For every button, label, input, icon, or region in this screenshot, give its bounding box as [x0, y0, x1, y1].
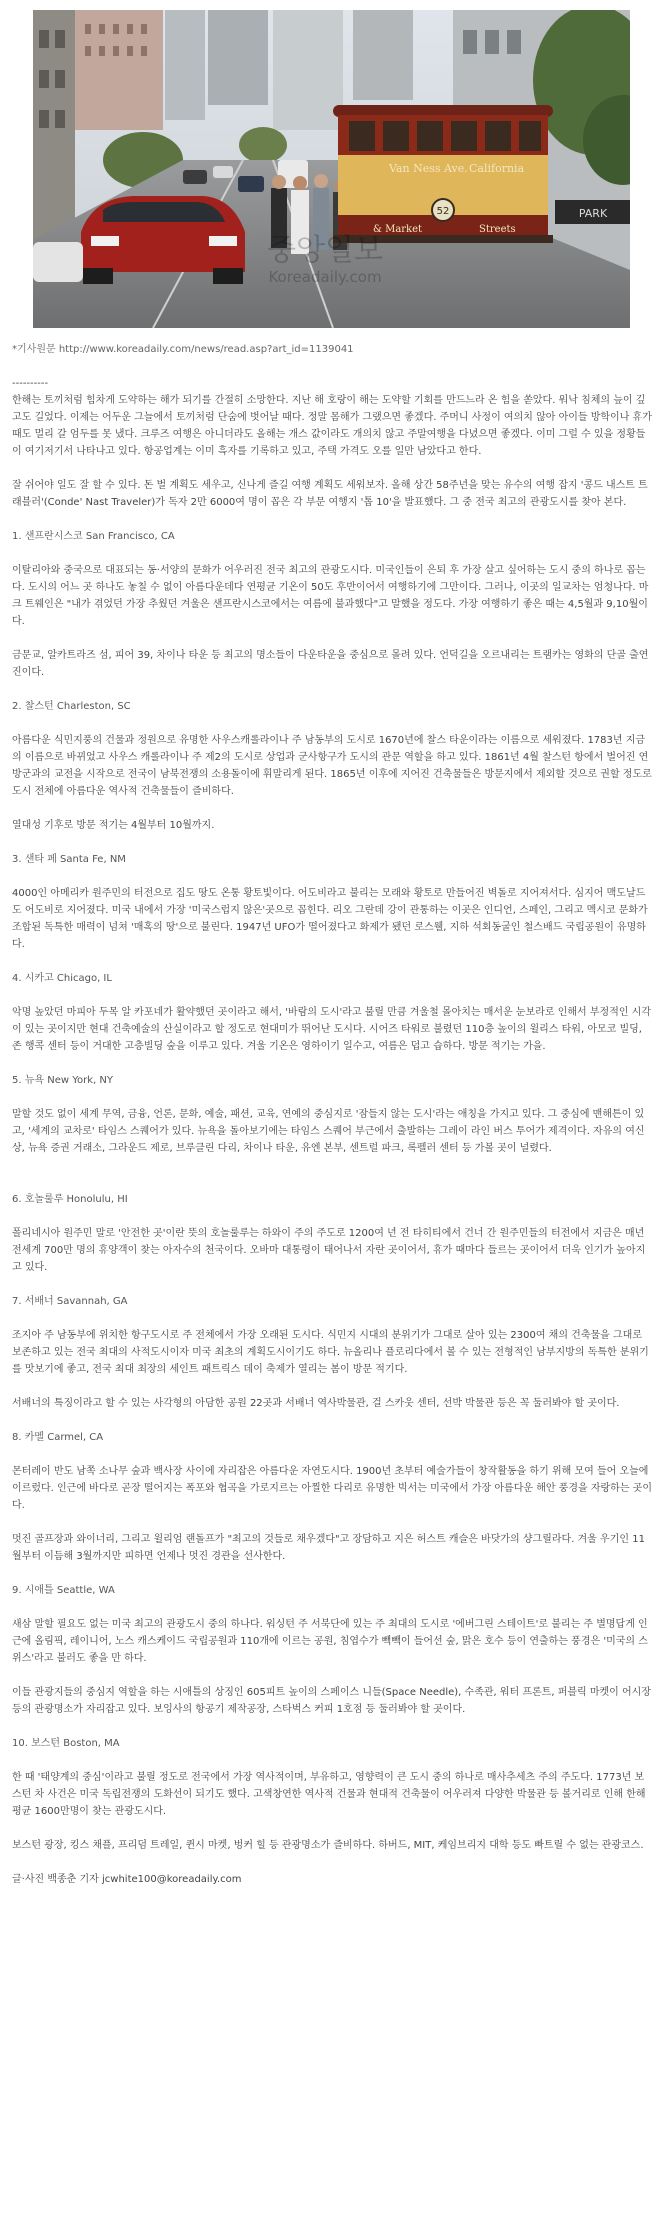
section-heading: 3. 샌타 페 Santa Fe, NM	[12, 854, 126, 865]
section-paragraph: 몬터레이 반도 남쪽 소나무 숲과 백사장 사이에 자리잡은 아름다운 자연도시다. 1900년 초부터 예술가들이 창작활동을 하기 위해 모여 들어 오늘에 이르렀다. 인근에 바다로 곧장 떨어지는 폭포와 협곡을 가로지르는 아찔한 다리로 유명한 빅서는 미국에서 가장 아름다운 해안 풍경을 자랑하는 곳이다.	[12, 1466, 652, 1511]
white-car	[33, 242, 83, 282]
section-heading: 2. 찰스턴 Charleston, SC	[12, 701, 131, 712]
section-paragraph: 멋진 골프장과 와이너리, 그리고 윌리엄 랜돌프가 "최고의 것들로 채우겠다"고 장담하고 지은 허스트 캐슬은 바닷가의 샹그릴라다. 겨울 우기인 11월부터 이듬해 3월까지만 피하면 언제나 멋진 경관을 선사한다.	[12, 1534, 645, 1562]
author-credit: 글·사진 백종춘 기자 jcwhite100@koreadaily.com	[12, 1874, 242, 1885]
shop-sign-text: PARK	[578, 207, 608, 220]
tram-sign: Streets	[479, 224, 516, 235]
section-heading: 1. 샌프란시스코 San Francisco, CA	[12, 531, 175, 542]
red-car	[81, 196, 245, 284]
cable-car	[333, 105, 553, 243]
section-paragraph: 악명 높았던 마피아 두목 알 카포네가 활약했던 곳이라고 해서, '바람의 도시'라고 불릴 만큼 겨울철 몰아치는 매서운 눈보라로 인해서 부정적인 시각이 있는 곳이지만 현대 건축예술의 산실이라고 할 정도로 현대미가 뛰어난 도시다. 시어즈 타워로 불렸던 110층 높이의 윌리스 타워, 아모코 빌딩, 존 행콕 센터 등이 거대한 고층빌딩 숲을 이루고 있다. 겨울 기온은 영하이기 일수고, 여름은 덥고 습하다. 방문 적기는 가을.	[12, 1007, 652, 1052]
cable-car-street-photo	[33, 10, 630, 328]
building	[353, 10, 413, 100]
section-paragraph: 폴리네시아 원주민 말로 '안전한 곳'이란 뜻의 호놀룰루는 하와이 주의 주도로 1200여 년 전 타히티에서 건너 간 원주민들의 터전에서 지금은 매년 전세계 700만 명의 휴양객이 찾는 아자수의 천국이다. 오바마 대통령이 태어나서 자란 곳이어서, 휴가 때마다 들르는 곳이어서 더욱 인기가 높아지고 있다.	[12, 1228, 646, 1273]
section-paragraph: 말할 것도 없이 세계 무역, 금융, 언론, 문화, 예술, 패션, 교육, 연예의 중심지로 '잠들지 않는 도시'라는 애칭을 가지고 있다. 그 중심에 맨해튼이 있고, '세계의 교차로' 타임스 스퀘어가 있다. 뉴욕을 돌아보기에는 타임스 스퀘어 부근에서 출발하는 그레이 라인 버스 투어가 제격이다. 자유의 여신상, 뉴욕 증권 거래소, 그라운드 제로, 브루클린 다리, 차이나 타운, 유엔 본부, 센트럴 파크, 록펠러 센터 등 가볼 곳이 널렸다.	[12, 1109, 645, 1154]
section-paragraph: 4000인 아메리카 원주민의 터전으로 집도 땅도 온통 황토빛이다. 어도비라고 불리는 모래와 황토로 만들어진 벽돌로 지어져서다. 심지어 맥도날드도 어도비로 지어졌다. 미국 내에서 가장 '미국스럽지 않은'곳으로 꼽힌다. 리오 그란데 강이 관통하는 이곳은 인디언, 스페인, 그리고 멕시코 문화가 조합된 독특한 매력이 넘쳐 '매혹의 땅'으로 불린다. 1947년 UFO가 떨어졌다고 화제가 됐던 로스웰, 지하 석회동굴인 철스배드 국립공원이 유명하다.	[12, 888, 648, 950]
section-paragraph: 이들 관광지들의 중심지 역할을 하는 시애틀의 상징인 605피트 높이의 스페이스 니들(Space Needle), 수족관, 워터 프론트, 퍼블릭 마켓이 어시장 등의 관광명소가 자리잡고 있다. 보잉사의 항공기 제작공장, 스타벅스 커피 1호점 등 둘러봐야 할 곳이다.	[12, 1687, 652, 1715]
section-heading: 5. 뉴욕 New York, NY	[12, 1075, 113, 1086]
section-paragraph: 이탈리아와 중국으로 대표되는 동·서양의 문화가 어우러진 전국 최고의 관광도시다. 미국인들이 은퇴 후 가장 살고 싶어하는 도시 중의 하나로 꼽는다. 도시의 어느 곳 하나도 놓칠 수 없이 아름다운데다 연평균 기온이 50도 후반이어서 여행하기에 그만이다. 그러나, 이곳의 일교차는 엄청나다. 마크 트웨인은 "내가 겪었던 가장 추웠던 겨울은 샌프란시스코에서는 여름에 불과했다"고 말했을 정도다. 가장 여행하기 좋은 때는 4,5월과 9,10월이다.	[12, 565, 649, 627]
intro-paragraph: 잘 쉬어야 일도 잘 할 수 있다. 돈 벌 계획도 세우고, 신나게 즐길 여행 계획도 세워보자. 올해 상간 58주년을 맞는 유수의 여행 잡지 '콩드 내스트 트래블러'(Conde' Nast Traveler)가 독자 2만 6000여 명이 꼽은 각 부문 여행지 '톱 10'을 발표했다. 그 중 전국 최고의 관광도시를 찾아 본다.	[12, 480, 648, 508]
section-heading: 4. 시카고 Chicago, IL	[12, 973, 112, 984]
section-paragraph: 서배너의 특징이라고 할 수 있는 사각형의 아담한 공원 22곳과 서배너 역사박물관, 걸 스카웃 센터, 선박 박물관 등은 꼭 둘러봐야 할 곳이다.	[12, 1398, 620, 1409]
tram-number: 52	[436, 206, 450, 217]
article-body	[12, 341, 652, 1888]
building	[208, 10, 268, 105]
tram-sign: Van Ness Ave.	[389, 162, 468, 175]
section-heading: 10. 보스턴 Boston, MA	[12, 1738, 120, 1749]
building	[165, 10, 205, 120]
section-paragraph: 보스턴 광장, 킹스 채플, 프리덤 트레일, 퀸시 마켓, 벙커 힐 등 관광명소가 즐비하다. 하버드, MIT, 케임브리지 대학 등도 빠트릴 수 없는 관광코스.	[12, 1840, 644, 1851]
intro-paragraph: 한해는 토끼처럼 힘차게 도약하는 해가 되기를 간절히 소망한다. 지난 해 호랑이 해는 도약할 기회를 만드느라 온 힘을 쏟았다. 워낙 침체의 늪이 깊고도 길었다. 이제는 어두운 그늘에서 토끼처럼 단숨에 벗어날 때다. 정말 몸해가 그랬으면 좋겠다. 주머니 사정이 여의치 않아 아이들 방학이나 휴가 때도 멀리 갈 엄두를 못 냈다. 크루즈 여행은 아니더라도 올해는 개스 값이라도 개의치 않고 주말여행을 다녔으면 좋겠다. 이미 그럴 수 있을 정황들이 여기저기서 나타나고 있다. 항공업계는 이미 흑자를 기록하고 있고, 주택 가격도 오를 일만 남았다고 한다.	[12, 395, 652, 457]
building	[273, 10, 343, 130]
section-heading: 9. 시애틀 Seattle, WA	[12, 1585, 115, 1596]
section-paragraph: 조지아 주 남동부에 위치한 항구도시로 주 전체에서 가장 오래된 도시다. 식민지 시대의 분위기가 그대로 살아 있는 2300여 채의 건축물을 그대로 보존하고 있는 전국 최대의 사적도시이자 미국 최초의 계획도시이기도 하다. 뉴올리나 플로리다에서 볼 수 있는 전형적인 남부지방의 독특한 분위기를 맛보기에 좋고, 전국 최대 최장의 세인트 패트릭스 데이 축제가 열리는 봄이 방문 적기다.	[12, 1330, 649, 1375]
section-paragraph: 새삼 말할 필요도 없는 미국 최고의 관광도시 중의 하나다. 워싱턴 주 서북단에 있는 주 최대의 도시로 '에버그린 스테이트'로 불리는 주 별명답게 인근에 올림픽, 레이니어, 노스 캐스케이드 국립공원과 110개에 이르는 공원, 침엽수가 빽빽이 들어선 숲, 맑은 호수 등이 연출하는 풍경은 '미국의 스위스'라고 불러도 좋을 만 하다.	[12, 1619, 648, 1664]
section-paragraph: 아름다운 식민지풍의 건물과 정원으로 유명한 사우스캐롤라이나 주 남동부의 도시로 1670년에 찰스 타운이라는 이름으로 세워졌다. 1783년 지금의 이름으로 바뀌었고 사우스 캐롤라이나 주 제2의 도시로 상업과 군사항구가 도시의 관문 역할을 하고 있다. 1861년 4월 찰스턴 항에서 벌어진 연방군과의 교전을 시작으로 전국이 남북전쟁의 소용돌이에 휘말리게 된다. 1865년 이후에 지어진 건축물들은 방문지에서 제외할 것으로 권할 정도로 도시 전체에 아름다운 역사적 건축물들이 즐비하다.	[12, 735, 652, 797]
separator: ----------	[12, 378, 49, 389]
article-photo	[33, 10, 630, 328]
watermark-ko: 중앙일보	[267, 233, 383, 268]
tram-sign: & Market	[373, 224, 423, 235]
source-link[interactable]: *기사원문 http://www.koreadaily.com/news/read.asp?art_id=1139041	[12, 344, 354, 355]
section-paragraph: 한 때 '태양계의 중심'이라고 불릴 정도로 전국에서 가장 역사적이며, 부유하고, 영향력이 큰 도시 중의 하나로 매사추세츠 주의 주도다. 1773년 보스턴 차 사건은 미국 독립전쟁의 도화선이 되기도 했다. 고색창연한 역사적 건물과 현대적 건축물이 어우러져 다양한 박물관 등 볼거리로 인해 한해 평균 1600만명이 찾는 관광도시다.	[12, 1772, 646, 1817]
section-heading: 6. 호놀룰루 Honolulu, HI	[12, 1194, 128, 1205]
section-heading: 7. 서배너 Savannah, GA	[12, 1296, 128, 1307]
section-paragraph: 금문교, 알카트라즈 섬, 피어 39, 차이나 타운 등 최고의 명소들이 다운타운을 중심으로 몰려 있다. 언덕길을 오르내리는 트램카는 영화의 단골 출연진이다.	[12, 650, 649, 678]
section-paragraph: 열대성 기후로 방문 적기는 4월부터 10월까지.	[12, 820, 215, 831]
watermark-en: Koreadaily.com	[268, 268, 382, 286]
section-heading: 8. 카멜 Carmel, CA	[12, 1432, 104, 1443]
tram-sign: California	[469, 162, 525, 175]
